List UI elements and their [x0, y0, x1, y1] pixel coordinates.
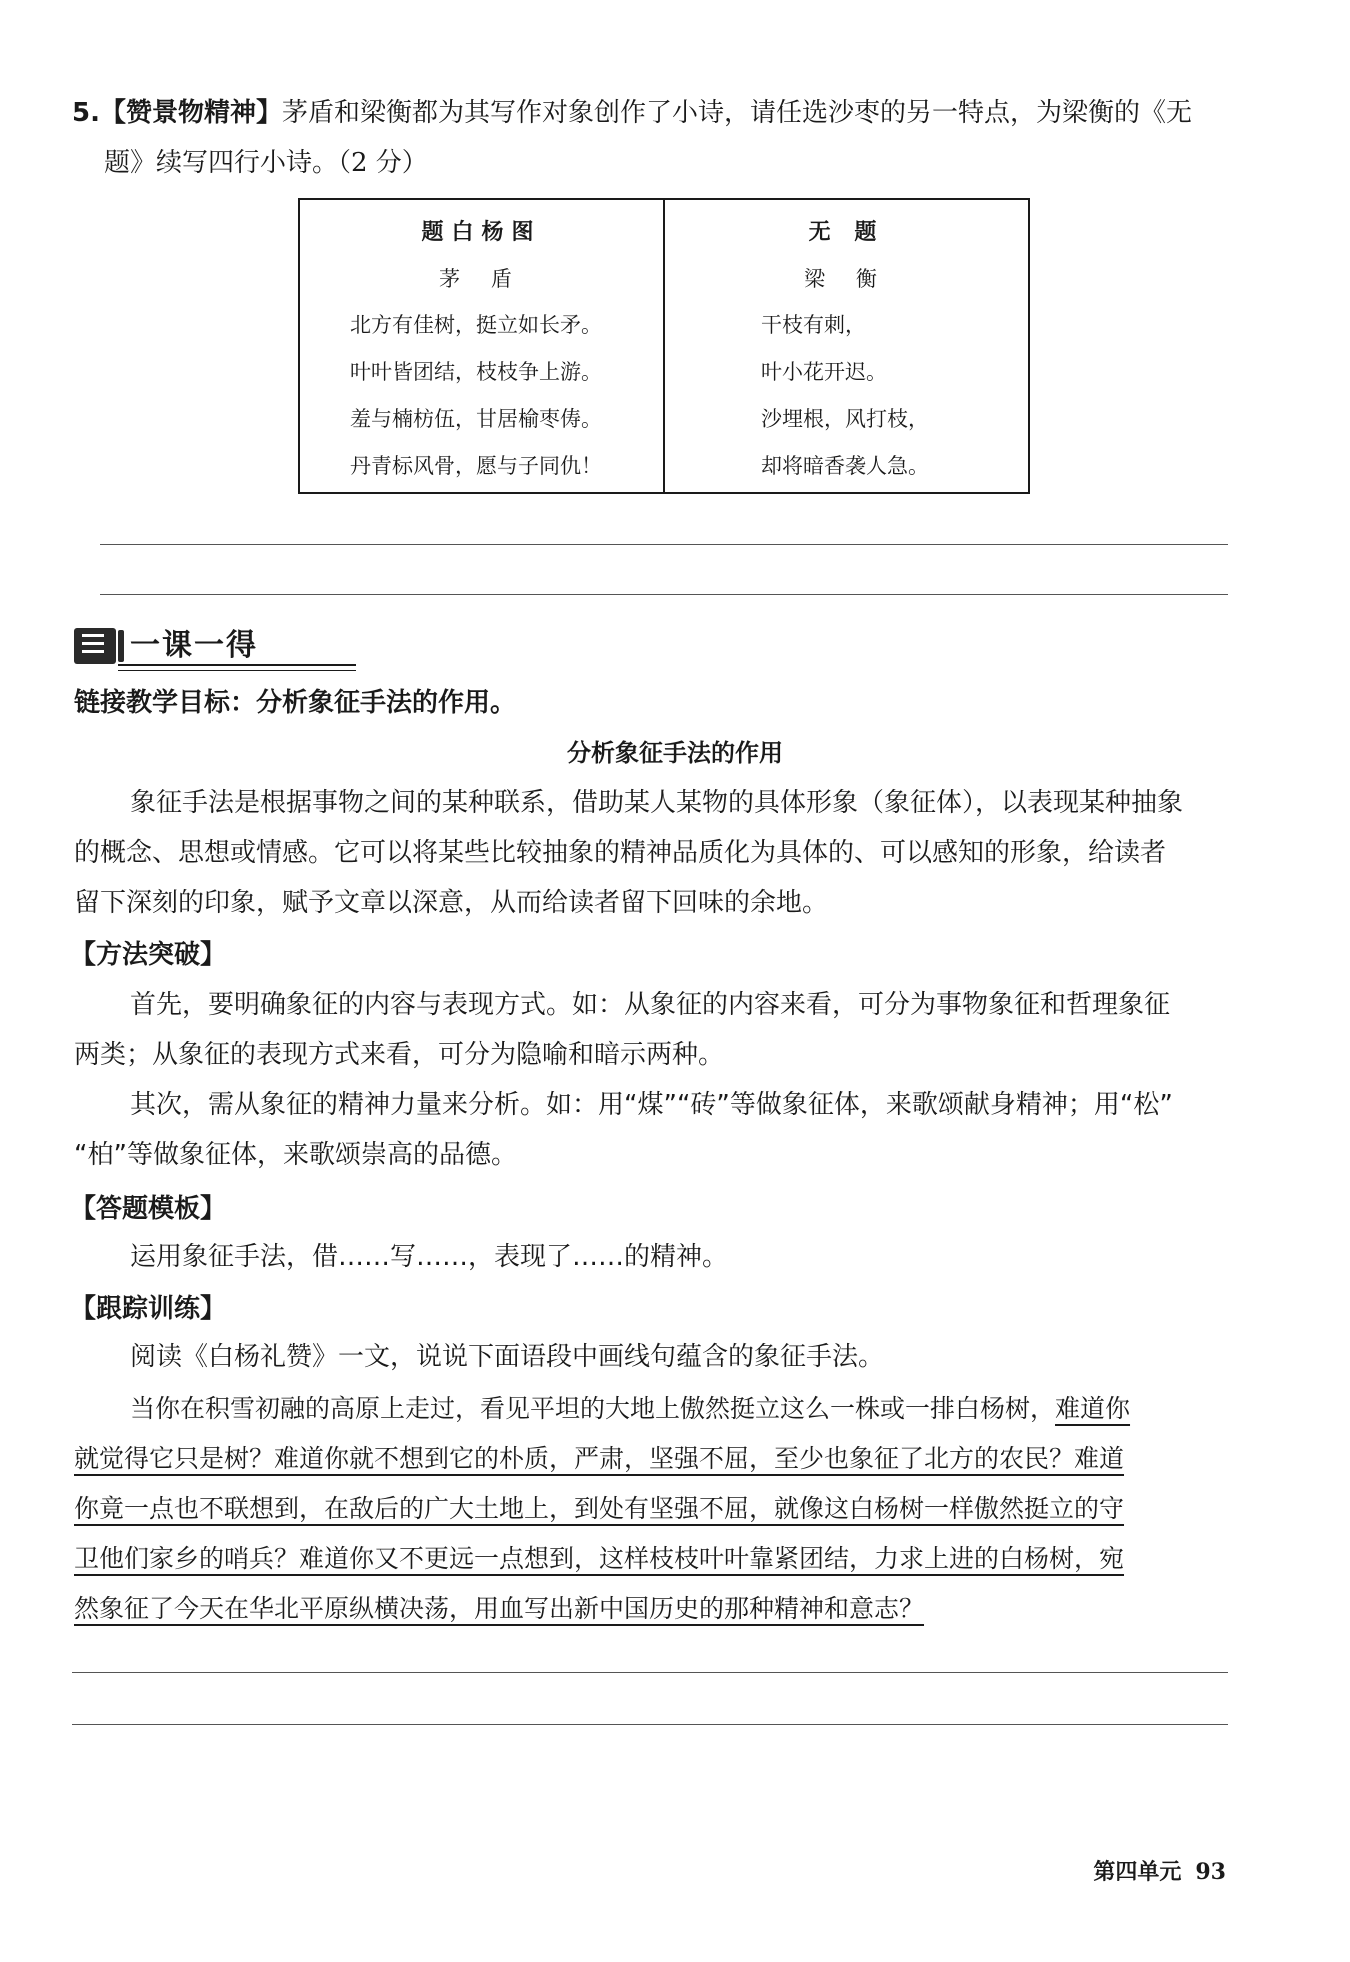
- underlined-sentence: 难道你: [1055, 1394, 1131, 1423]
- section-title: 一课一得: [130, 628, 258, 663]
- method-row: “柏”等做象征体，来歌颂崇高的品德。: [74, 1140, 517, 1170]
- question-5-line-1: [72, 88, 1232, 138]
- page-footer: [1093, 1852, 1226, 1893]
- passage-row: [74, 1434, 1232, 1484]
- passage-row: [74, 1384, 1232, 1434]
- section-heading: 分析象征手法的作用: [567, 739, 783, 767]
- book-icon: [74, 628, 116, 664]
- practice-prompt: [74, 1332, 1232, 1382]
- poem-right-line: 干枝有刺，: [761, 313, 866, 337]
- poems-table: [298, 198, 1030, 494]
- teaching-goal: 链接教学目标：分析象征手法的作用。: [74, 688, 517, 718]
- passage-lead: 当你在积雪初融的高原上走过，看见平坦的大地上傲然挺立这么一株或一排白杨树，: [130, 1394, 1056, 1423]
- passage-row: [74, 1534, 1232, 1584]
- poem-right-line: 却将暗香袭人急。: [761, 454, 929, 478]
- intro-row: 象征手法是根据事物之间的某种联系，借助某人某物的具体形象（象征体），以表现某种抽象: [130, 788, 1184, 818]
- passage: [74, 1384, 1232, 1634]
- practice-row: 阅读《白杨礼赞》一文，说说下面语段中画线句蕴含的象征手法。: [130, 1342, 885, 1372]
- passage-row: [74, 1484, 1232, 1534]
- poem-left-line: 羞与楠枋伍，甘居榆枣俦。: [350, 407, 602, 431]
- question-text-2: 题》续写四行小诗。（2 分）: [104, 148, 428, 178]
- method-row: 首先，要明确象征的内容与表现方式。如：从象征的内容来看，可分为事物象征和哲理象征: [130, 990, 1171, 1020]
- poem-right-author: 梁 衡: [804, 267, 889, 291]
- poem-left-author: 茅 盾: [439, 267, 524, 291]
- section-underline: [118, 664, 356, 666]
- section-header: [74, 624, 294, 668]
- answer-line[interactable]: [100, 544, 1228, 545]
- question-text-1: 茅盾和梁衡都为其写作对象创作了小诗，请任选沙枣的另一特点，为梁衡的《无: [281, 98, 1192, 128]
- unit-label: 第四单元: [1093, 1860, 1182, 1885]
- passage-row: [74, 1584, 1232, 1634]
- answer-line[interactable]: [72, 1724, 1228, 1725]
- method-row: 其次，需从象征的精神力量来分析。如：用“煤”“砖”等做象征体，来歌颂献身精神；用“松”: [130, 1090, 1173, 1120]
- question-5-line-2: [104, 138, 1264, 188]
- poem-left: [299, 199, 664, 493]
- question-number: 5.: [72, 98, 100, 128]
- answer-line[interactable]: [72, 1672, 1228, 1673]
- intro-row: 的概念、思想或情感。它可以将某些比较抽象的精神品质化为具体的、可以感知的形象，给读者: [74, 838, 1167, 868]
- template-label: 【答题模板】: [70, 1194, 227, 1224]
- template-row: 运用象征手法，借……写……，表现了……的精神。: [130, 1242, 729, 1272]
- intro-paragraph: [74, 778, 1232, 928]
- method-row: 两类；从象征的表现方式来看，可分为隐喻和暗示两种。: [74, 1040, 725, 1070]
- poem-right-line: 沙埋根，风打枝，: [761, 407, 929, 431]
- practice-label: 【跟踪训练】: [70, 1294, 227, 1324]
- underlined-sentence: 你竟一点也不联想到，在敌后的广大土地上，到处有坚强不屈，就像这白杨树一样傲然挺立的守: [74, 1494, 1125, 1523]
- poem-left-title: 题白杨图: [421, 220, 542, 245]
- method-paragraph: [74, 980, 1232, 1180]
- intro-row: 留下深刻的印象，赋予文章以深意，从而给读者留下回味的余地。: [74, 888, 829, 918]
- poem-right-title: 无 题: [808, 220, 885, 245]
- question-tag: 【赞景物精神】: [99, 98, 282, 128]
- page-number: 93: [1195, 1859, 1226, 1885]
- underlined-sentence: 就觉得它只是树？难道你就不想到它的朴质，严肃，坚强不屈，至少也象征了北方的农民？难道: [74, 1444, 1125, 1473]
- poem-right-line: 叶小花开迟。: [761, 360, 887, 384]
- poem-right: [664, 199, 1029, 493]
- template-paragraph: [74, 1232, 1232, 1282]
- method-label: 【方法突破】: [70, 940, 227, 970]
- poem-left-line: 叶叶皆团结，枝枝争上游。: [350, 360, 602, 384]
- poem-left-line: 丹青标风骨，愿与子同仇！: [350, 454, 602, 478]
- underlined-sentence: 卫他们家乡的哨兵？难道你又不更远一点想到，这样枝枝叶叶靠紧团结，力求上进的白杨树，宛: [74, 1544, 1125, 1573]
- underlined-sentence: 然象征了今天在华北平原纵横决荡，用血写出新中国历史的那种精神和意志？: [74, 1594, 925, 1623]
- section-underline: [118, 670, 356, 671]
- answer-line[interactable]: [100, 594, 1228, 595]
- poem-left-line: 北方有佳树，挺立如长矛。: [350, 313, 602, 337]
